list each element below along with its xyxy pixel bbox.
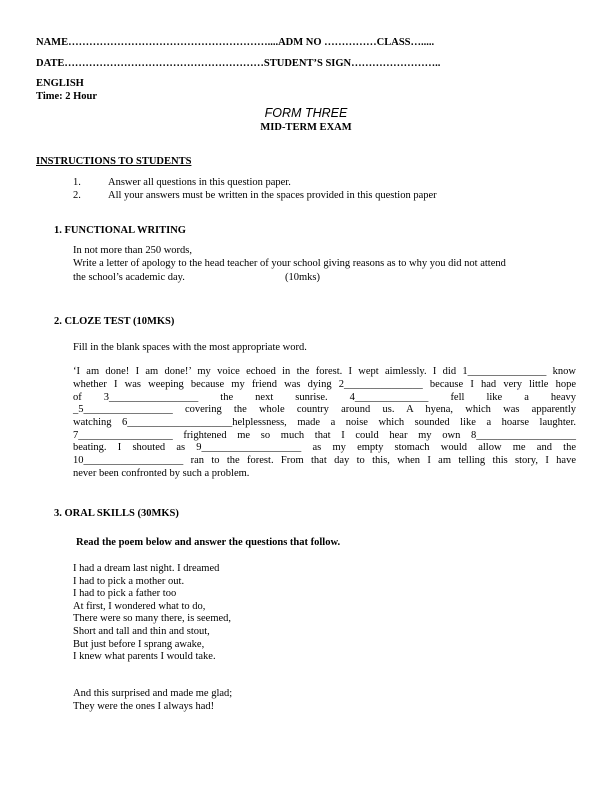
q2-title: 2. CLOZE TEST (10MKS) — [54, 316, 175, 327]
name-line: NAME…………………………………………………....ADM NO ……………CLASS…..... — [36, 37, 435, 48]
cloze-line: ‘I am done! I am done!’ my voice echoed in the forest. I wept aimlessly. I did 1_______________ know — [73, 366, 576, 377]
cloze-line: never been confronted by such a problem. — [73, 468, 250, 479]
q1-text: In not more than 250 words, — [73, 245, 192, 256]
q1-marks: (10mks) — [285, 272, 320, 283]
poem-line: I had to pick a mother out. — [73, 575, 185, 587]
q1-text: the school’s academic day. — [73, 272, 185, 283]
poem-line: I knew what parents I would take. — [73, 651, 216, 663]
cloze-line: 7__________________ frightened me so much that I could hear my own 8___________________ — [73, 430, 576, 441]
form-title: FORM THREE — [264, 106, 348, 120]
instruction-num: 1. — [73, 177, 81, 188]
date-line: DATE…………………………………………………STUDENT’S SIGN…………………….. — [36, 58, 441, 69]
instructions-title: INSTRUCTIONS TO STUDENTS — [36, 156, 192, 167]
q1-title: 1. FUNCTIONAL WRITING — [54, 225, 186, 236]
exam-title: MID-TERM EXAM — [260, 122, 352, 133]
instruction-text: All your answers must be written in the spaces provided in this question paper — [108, 190, 437, 201]
q1-text: Write a letter of apology to the head teacher of your school giving reasons as to why you did not attend — [73, 258, 506, 269]
poem-stanza-1 — [73, 563, 231, 664]
instruction-text: Answer all questions in this question paper. — [108, 177, 291, 188]
poem-line: But just before I sprang awake, — [73, 638, 205, 650]
time: Time: 2 Hour — [36, 91, 98, 102]
cloze-line: whether I was weeping because my friend was dying 2_______________ because I had very little hope — [73, 379, 576, 390]
cloze-line: of 3_________________ the next sunrise. 4______________ fell like a heavy — [73, 392, 576, 403]
q3-instruction: Read the poem below and answer the questions that follow. — [76, 537, 341, 548]
poem-line: They were the ones I always had! — [73, 700, 215, 712]
q3-title: 3. ORAL SKILLS (30MKS) — [54, 508, 179, 519]
q2-instruction: Fill in the blank spaces with the most appropriate word. — [73, 342, 307, 353]
cloze-line: beating. I shouted as 9___________________ as my empty stomach would allow me and the — [73, 442, 576, 453]
cloze-line: _5_________________ covering the whole country around us. A hyena, which was apparently — [73, 404, 576, 415]
instruction-num: 2. — [73, 190, 81, 201]
poem-stanza-2 — [73, 688, 232, 713]
poem-line: And this surprised and made me glad; — [73, 688, 233, 699]
subject: ENGLISH — [36, 78, 84, 89]
poem-line: At first, I wondered what to do, — [73, 600, 206, 612]
poem-line: Short and tall and thin and stout, — [73, 625, 210, 637]
poem-line: I had a dream last night. I dreamed — [73, 563, 220, 574]
poem-line: I had to pick a father too — [73, 588, 177, 600]
cloze-line: 10___________________ ran to the forest. From that day to this, when I am telling this story, I have — [73, 455, 576, 466]
cloze-line: watching 6____________________helplessness, made a noise which sounded like a hoarse laughter. — [73, 417, 576, 428]
poem-line: There were so many there, is seemed, — [73, 613, 232, 625]
